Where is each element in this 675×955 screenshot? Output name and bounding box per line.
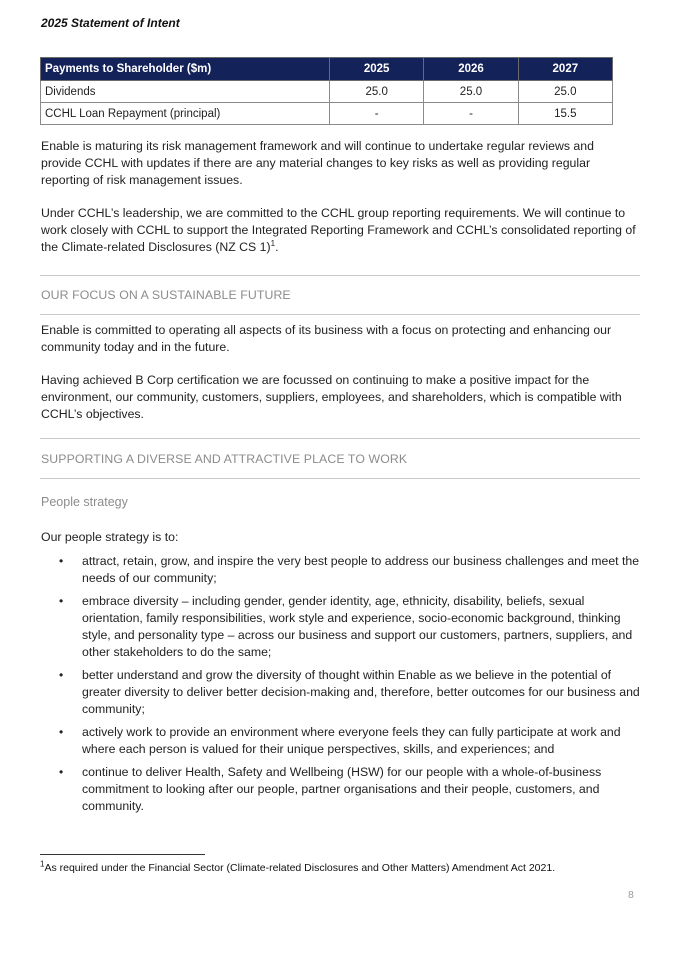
sustainable-future-heading: OUR FOCUS ON A SUSTAINABLE FUTURE (41, 288, 291, 302)
section-divider (40, 438, 640, 439)
footnote-reference: 1 (270, 238, 276, 248)
table-cell: - (330, 103, 424, 125)
table-header-cell: 2027 (518, 58, 612, 81)
people-strategy-subheading: People strategy (41, 495, 128, 509)
list-item-text: embrace diversity – including gender, gender identity, age, ethnicity, disability, beliefs, sexual orientation, family responsibilities, work style and experience, socio-economic background, thinking style, and personality type – across our business and support our customers, partners, suppliers, and other stakeholders to do the same; (82, 594, 633, 659)
sustainability-paragraph-1: Enable is committed to operating all aspects of its business with a focus on protecting and enhancing our community today and in the future. (41, 323, 612, 354)
reporting-text: Under CCHL’s leadership, we are committed to the CCHL group reporting requirements. We will continue to work closely with CCHL to support the Integrated Reporting Framework and CCHL’s consolidated reporting of the Climate-related Disclosures (NZ CS 1) (41, 206, 636, 254)
table-header-cell: 2026 (424, 58, 518, 81)
table-header-cell: Payments to Shareholder ($m) (41, 58, 330, 81)
reporting-end: . (275, 240, 279, 254)
table-header-row (41, 58, 613, 81)
bullet-icon: • (59, 725, 64, 739)
table-row (41, 103, 613, 125)
footnote-text: As required under the Financial Sector (Climate-related Disclosures and Other Matters) Amendment Act 2021. (44, 862, 556, 874)
list-item-text: continue to deliver Health, Safety and Wellbeing (HSW) for our people with a whole-of-business commitment to looking after our people, partner organisations and their people, customers, and community. (82, 765, 602, 813)
footnote-marker: 1 (40, 859, 45, 869)
section-divider (40, 314, 640, 315)
table-cell: 25.0 (424, 81, 518, 103)
footnote (40, 859, 556, 874)
list-item-text: better understand and grow the diversity of thought within Enable as we believe in the potential of greater diversity to deliver better decision-making and, therefore, better outcomes for our business and community; (82, 668, 640, 716)
table-header-cell: 2025 (330, 58, 424, 81)
table-row (41, 81, 613, 103)
list-item-text: actively work to provide an environment where everyone feels they can fully participate at work and where each person is valued for their unique perspectives, skills, and experiences; and (82, 725, 621, 756)
list-item (41, 724, 641, 758)
list-item (41, 593, 641, 661)
bullet-icon: • (59, 668, 64, 682)
table-cell: 15.5 (518, 103, 612, 125)
sustainability-paragraph-2: Having achieved B Corp certification we are focussed on continuing to make a positive impact for the environment, our community, customers, suppliers, employees, and shareholders, which is compatible with CCHL’s objectives. (41, 373, 622, 421)
table-cell: 25.0 (518, 81, 612, 103)
bullet-icon: • (59, 554, 64, 568)
bullet-icon: • (59, 765, 64, 779)
list-item (41, 553, 641, 587)
risk-paragraph: Enable is maturing its risk management framework and will continue to undertake regular reviews and provide CCHL with updates if there are any material changes to key risks as well as providing regular reporting of risk management issues. (41, 139, 594, 187)
bullet-icon: • (59, 594, 64, 608)
section-divider (40, 275, 640, 276)
document-header-title: 2025 Statement of Intent (41, 16, 180, 30)
list-item (41, 667, 641, 718)
payments-to-shareholder-table (40, 57, 613, 125)
page-number: 8 (628, 889, 634, 901)
people-strategy-intro: Our people strategy is to: (41, 530, 179, 544)
table-cell: 25.0 (330, 81, 424, 103)
table-cell: Dividends (41, 81, 330, 103)
section-divider (40, 478, 640, 479)
table-cell: CCHL Loan Repayment (principal) (41, 103, 330, 125)
people-strategy-list (41, 553, 641, 821)
workplace-heading: SUPPORTING A DIVERSE AND ATTRACTIVE PLACE TO WORK (41, 452, 408, 466)
footnote-separator (40, 854, 205, 855)
reporting-paragraph (41, 205, 636, 256)
list-item (41, 764, 641, 815)
list-item-text: attract, retain, grow, and inspire the very best people to address our business challenges and meet the needs of our community; (82, 554, 640, 585)
table-cell: - (424, 103, 518, 125)
